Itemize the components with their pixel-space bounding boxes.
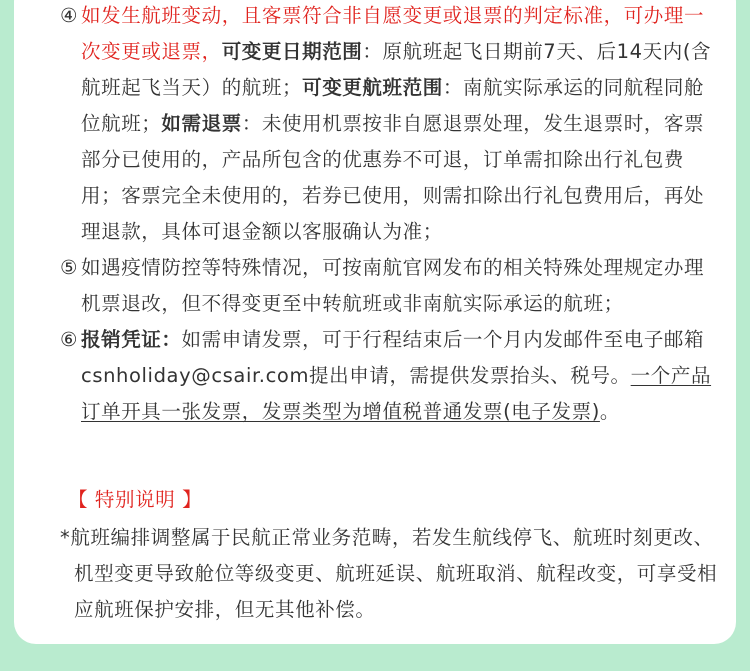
refund-label: 如需退票 [161, 112, 242, 135]
item-number: ⑤ [60, 256, 79, 279]
flight-range-label: 可变更航班范围 [302, 76, 443, 99]
terms-item-6 [60, 322, 724, 430]
invoice-label: 报销凭证： [81, 328, 182, 351]
item-number: ④ [60, 4, 79, 27]
terms-item-4 [60, 0, 724, 250]
change-refund-lead: 如发生航班变动，且客票符合非自愿变更或退票的判定标准，可办理一次变更或退票， [81, 4, 705, 63]
note-asterisk: * [60, 526, 71, 549]
terms-card [14, 0, 736, 644]
flight-range-text: ：南航实际承运的同航程同舱位航班； [81, 76, 705, 135]
invoice-underlined-note: 一个产品订单开具一张发票，发票类型为增值税普通发票(电子发票) [81, 364, 712, 423]
terms-item-5 [60, 250, 724, 322]
epidemic-text: 如遇疫情防控等特殊情况，可按南航官网发布的相关特殊处理规定办理机票退改，但不得变更至中转航班或非南航实际承运的航班； [81, 256, 705, 315]
terms-content [60, 0, 724, 628]
date-range-text: ：原航班起飞日期前7天、后14天内(含航班起飞当天）的航班； [81, 40, 712, 99]
date-range-label: 可变更日期范围 [221, 40, 363, 63]
special-note [60, 520, 724, 628]
special-note-text: 航班编排调整属于民航正常业务范畴，若发生航线停飞、航班时刻更改、机型变更导致舱位等级变更、航班延误、航班取消、航程改变，可享受相应航班保护安排，但无其他补偿。 [70, 526, 718, 621]
item-number: ⑥ [60, 328, 79, 351]
invoice-text: 如需申请发票，可于行程结束后一个月内发邮件至电子邮箱csnholiday@csair.com提出申请，需提供发票抬头、税号。 [81, 328, 705, 387]
special-notes-title: 【 特别说明 】 [68, 488, 203, 511]
refund-text: ：未使用机票按非自愿退票处理，发生退票时，客票部分已使用的，产品所包含的优惠券不可退，订单需扣除出行礼包费用；客票完全未使用的，若券已使用，则需扣除出行礼包费用后，再处理退款，具体可退金额以客服确认为准； [81, 112, 705, 243]
invoice-end: 。 [599, 400, 621, 423]
